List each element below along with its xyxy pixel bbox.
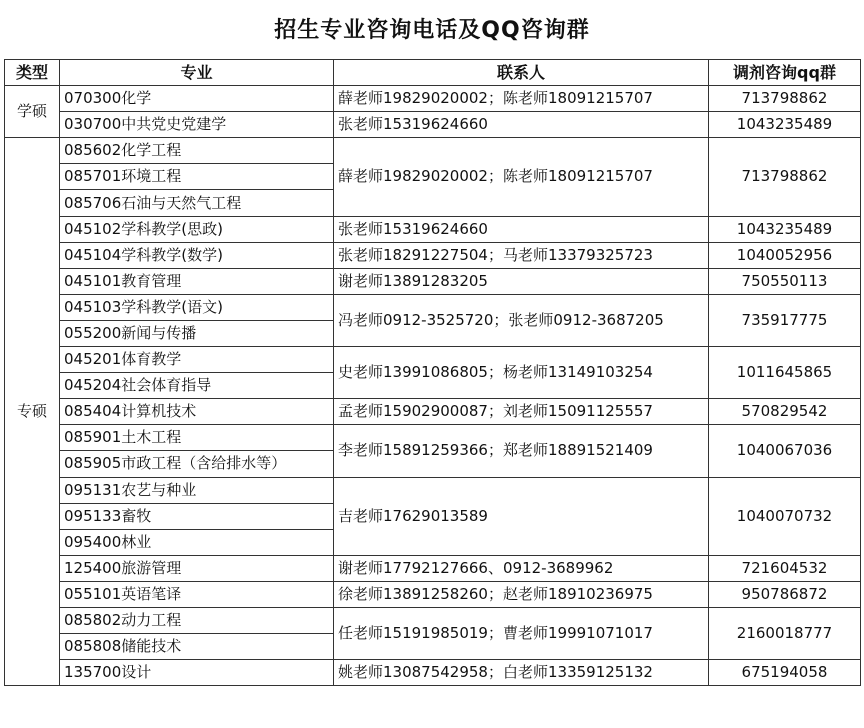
contact-cell: 张老师15319624660 [334,112,709,138]
major-cell: 085404计算机技术 [60,399,334,425]
table-row [5,477,861,503]
contact-cell: 吉老师17629013589 [334,477,709,555]
contact-cell: 谢老师13891283205 [334,268,709,294]
table-row [5,268,861,294]
table-row [5,581,861,607]
header-major: 专业 [60,60,334,86]
table-row [5,555,861,581]
contact-cell: 薛老师19829020002；陈老师18091215707 [334,86,709,112]
table-row [5,138,861,164]
qq-cell: 1040070732 [709,477,861,555]
qq-cell: 950786872 [709,581,861,607]
table-row [5,607,861,633]
qq-cell: 1040052956 [709,242,861,268]
type-cell-professional: 专硕 [5,138,60,686]
contact-cell: 冯老师0912-3525720；张老师0912-3687205 [334,294,709,346]
qq-cell: 2160018777 [709,607,861,659]
major-cell: 045103学科教学(语文) [60,294,334,320]
contact-cell: 薛老师19829020002；陈老师18091215707 [334,138,709,216]
major-cell: 095133畜牧 [60,503,334,529]
table-row [5,216,861,242]
contact-cell: 张老师15319624660 [334,216,709,242]
table-row [5,242,861,268]
qq-cell: 1011645865 [709,347,861,399]
major-cell: 045201体育教学 [60,347,334,373]
qq-cell: 750550113 [709,268,861,294]
major-cell: 095131农艺与种业 [60,477,334,503]
page-title: 招生专业咨询电话及QQ咨询群 [274,17,590,43]
table-row [5,660,861,686]
table-row [5,86,861,112]
major-cell: 085701环境工程 [60,164,334,190]
major-cell: 045204社会体育指导 [60,373,334,399]
qq-cell: 675194058 [709,660,861,686]
major-cell: 030700中共党史党建学 [60,112,334,138]
major-cell: 095400林业 [60,529,334,555]
contact-cell: 史老师13991086805；杨老师13149103254 [334,347,709,399]
qq-cell: 735917775 [709,294,861,346]
major-cell: 045101教育管理 [60,268,334,294]
table-row [5,112,861,138]
major-cell: 085706石油与天然气工程 [60,190,334,216]
type-cell-academic: 学硕 [5,86,60,138]
table-row [5,294,861,320]
contact-cell: 谢老师17792127666、0912-3689962 [334,555,709,581]
major-cell: 125400旅游管理 [60,555,334,581]
major-cell: 055101英语笔译 [60,581,334,607]
qq-cell: 1043235489 [709,112,861,138]
qq-cell: 721604532 [709,555,861,581]
contact-cell: 姚老师13087542958；白老师13359125132 [334,660,709,686]
major-cell: 085905市政工程（含给排水等） [60,451,334,477]
major-cell: 085802动力工程 [60,607,334,633]
qq-cell: 1043235489 [709,216,861,242]
major-cell: 085901土木工程 [60,425,334,451]
contact-cell: 徐老师13891258260；赵老师18910236975 [334,581,709,607]
major-cell: 135700设计 [60,660,334,686]
major-cell: 085602化学工程 [60,138,334,164]
major-cell: 070300化学 [60,86,334,112]
header-type: 类型 [5,60,60,86]
qq-cell: 713798862 [709,86,861,112]
qq-cell: 713798862 [709,138,861,216]
qq-cell: 570829542 [709,399,861,425]
qq-cell: 1040067036 [709,425,861,477]
table-row [5,425,861,451]
table-row [5,347,861,373]
major-cell: 085808储能技术 [60,634,334,660]
table-header-row [5,60,861,86]
major-cell: 045102学科教学(思政) [60,216,334,242]
header-contact: 联系人 [334,60,709,86]
major-cell: 055200新闻与传播 [60,320,334,346]
contact-cell: 任老师15191985019；曹老师19991071017 [334,607,709,659]
contact-cell: 张老师18291227504；马老师13379325723 [334,242,709,268]
contact-cell: 孟老师15902900087；刘老师15091125557 [334,399,709,425]
major-cell: 045104学科教学(数学) [60,242,334,268]
header-qq: 调剂咨询qq群 [709,60,861,86]
table-row [5,399,861,425]
contact-table [4,59,861,686]
contact-cell: 李老师15891259366；郑老师18891521409 [334,425,709,477]
